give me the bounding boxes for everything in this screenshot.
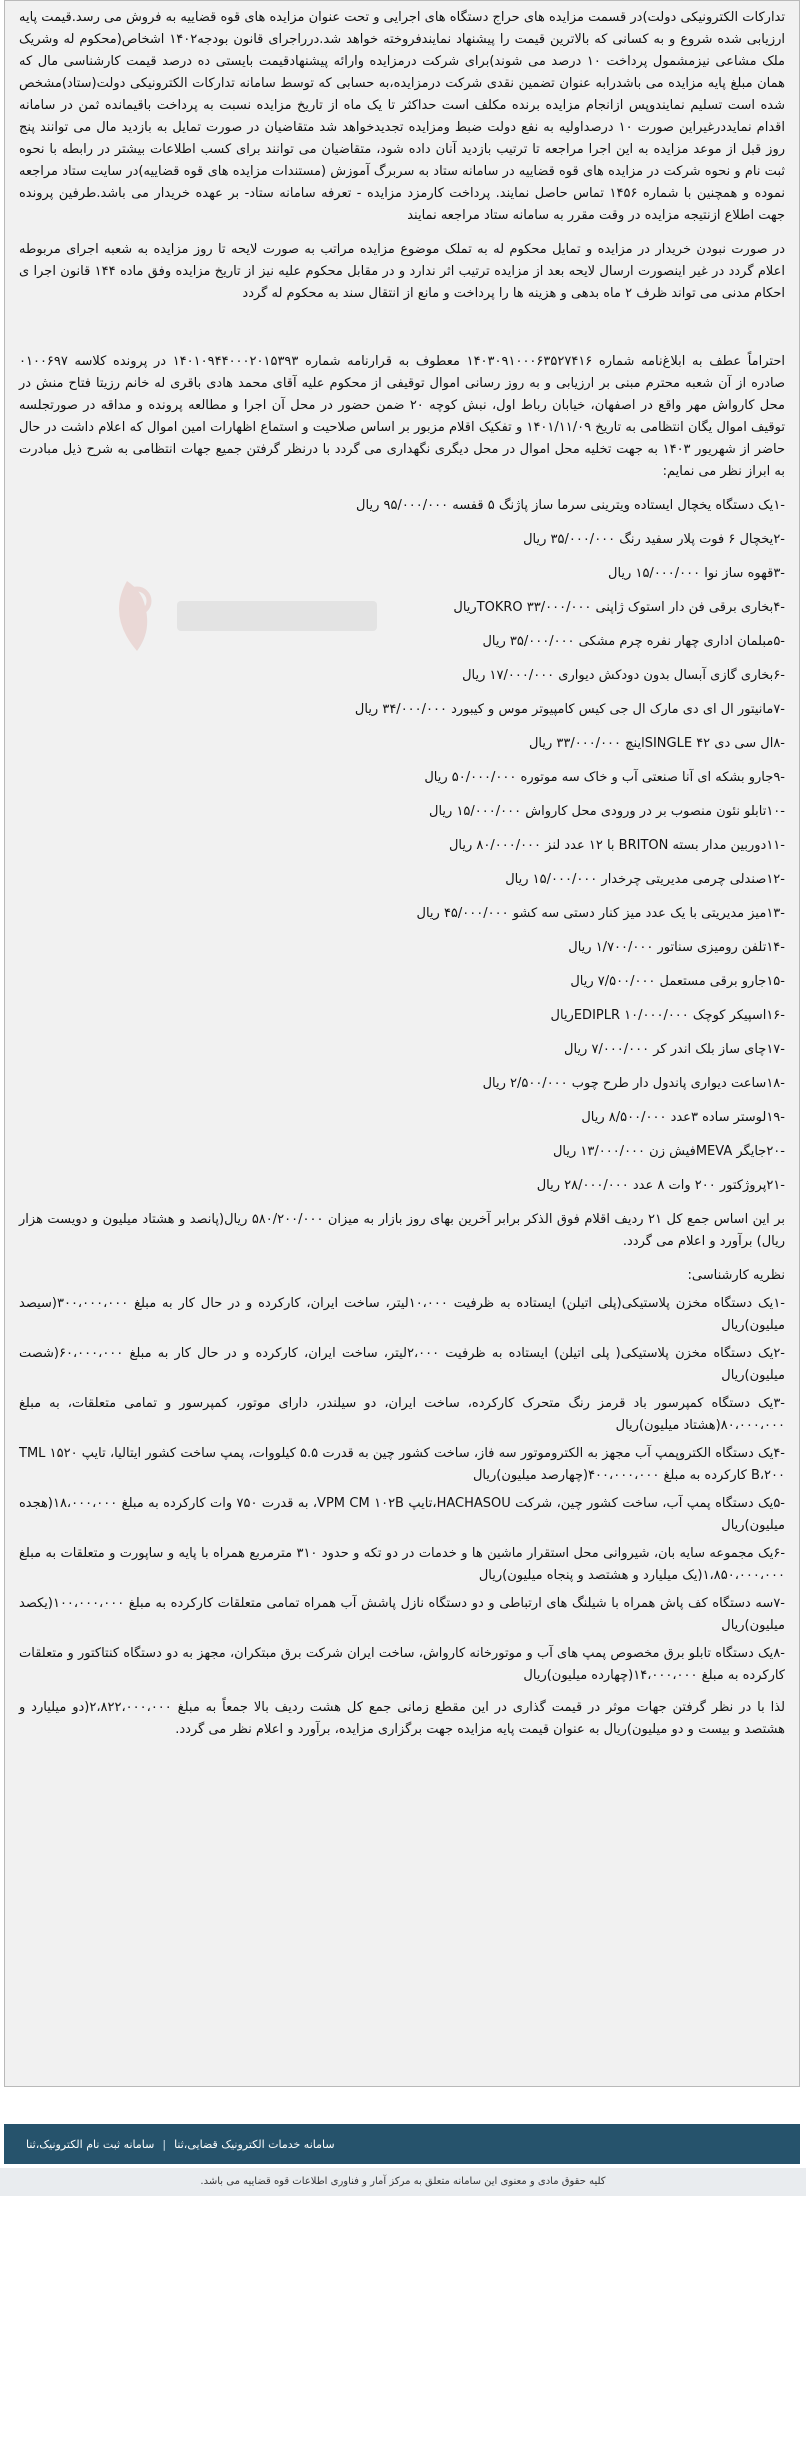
list-item: -۱۵جارو برقی مستعمل ۷/۵۰۰/۰۰۰ ریال bbox=[570, 974, 785, 989]
list-item: -۳قهوه ساز نوا ۱۵/۰۰۰/۰۰۰ ریال bbox=[608, 566, 785, 581]
paragraph-total: بر این اساس جمع کل ۲۱ ردیف اقلام فوق الذکر برابر آخرین بهای روز بازار به میزان ۵۸۰/۲۰۰/۰۰۰ ریال(پانصد و هشتاد میلیون و دویست هزار ریال) برآورد و اعلام می گردد. bbox=[19, 1212, 785, 1249]
seized-items-list bbox=[19, 495, 785, 1197]
notice-sheet bbox=[4, 0, 800, 2087]
list-item: -۲یخچال ۶ فوت پلار سفید رنگ ۳۵/۰۰۰/۰۰۰ ریال bbox=[523, 532, 785, 547]
paragraph-auction-terms: تدارکات الکترونیکی دولت)در قسمت مزایده های حراج دستگاه های اجرایی و تحت عنوان مزایده های قوه قضاییه به فروش می رسد.قیمت پایه ارزیابی شده شروع و به کسانی که بالاترین قیمت را پیشنهاد نمایندفروخته خواهد شد.درراجرای قانون بودجه۱۴۰۲ اشخاص(محکوم له وشریک ملک مشاعی نیزمشمول پرداخت ۱۰ درصد می شوند)برای شرکت درمزایده وارائه پیشنهادقیمت بایستی ده درصد قیمت کارشناسی مال که همان مبلغ پایه مزایده می باشدرابه عنوان تضمین نقدی شرکت درمزایده،به حسابی که توسط سامانه تدارکات الکترونیکی دولت(ستاد)مشخص شده است تسلیم نمایندوپس ازانجام مزایده برنده مکلف است حداکثر تا یک ماه از تاریخ مزایده نسبت به پرداخت باقیمانده ثمن در سامانه اقدام نمایددرغیراین صورت ۱۰ درصداولیه به نفع دولت ضبط ومزایده تجدیدخواهد شد متقاضیان در صورت تمایل به بازدید مال می توانند پنج روز قبل از موعد مزایده به این اجرا مراجعه تا ترتیب بازدید آنان داده شود، متقاضیان می توانند برای کسب اطلاعات بیشتر در رابطه با نحوه ثبت نام و نحوه شرکت در مزایده های قوه قضاییه در سامانه ستاد به سربرگ آموزش (مستندات مزایده های قوه قضاییه)در سایت ستاد مراجعه نموده و همچنین با شماره ۱۴۵۶ تماس حاصل نمایند. پرداخت کارمزد مزایده - تعرفه سامانه ستاد- بر عهده خریدار می باشد.طرفین پرونده جهت اطلاع ازنتیجه مزایده در وقت مقرر به سامانه ستاد مراجعه نمایند bbox=[19, 10, 785, 223]
list-item: -۲۰جایگر MEVAفیش زن ۱۳/۰۰۰/۰۰۰ ریال bbox=[552, 1144, 785, 1159]
spacer bbox=[19, 317, 785, 351]
footer-link-sana-services[interactable]: سامانه خدمات الکترونیک قضایی،ثنا bbox=[174, 2137, 335, 2151]
expert-heading: نظریه کارشناسی: bbox=[687, 1268, 785, 1283]
list-item: -۹جارو بشکه ای آنا صنعتی آب و خاک سه موتوره ۵۰/۰۰۰/۰۰۰ ریال bbox=[424, 770, 785, 785]
list-item: -۴بخاری برقی فن دار استوک ژاپنی TOKRO ۳۳/۰۰۰/۰۰۰ریال bbox=[453, 600, 785, 615]
list-item: -۶بخاری گازی آبسال بدون دودکش دیواری ۱۷/۰۰۰/۰۰۰ ریال bbox=[462, 668, 785, 683]
list-item: -۱یک دستگاه مخزن پلاستیکی(پلی اتیلن) ایستاده به ظرفیت ۱۰،۰۰۰لیتر، ساخت ایران، کارکرده و در حال کار به مبلغ ۳۰۰،۰۰۰،۰۰۰(سیصد میلیون)ریال bbox=[19, 1296, 785, 1333]
list-item: -۷مانیتور ال ای دی مارک ال جی کیس کامپیوتر موس و کیبورد ۳۴/۰۰۰/۰۰۰ ریال bbox=[354, 702, 785, 717]
list-item: -۱۷چای ساز بلک اندر کر ۷/۰۰۰/۰۰۰ ریال bbox=[564, 1042, 785, 1057]
list-item: -۱۲صندلی چرمی مدیریتی چرخدار ۱۵/۰۰۰/۰۰۰ ریال bbox=[505, 872, 785, 887]
list-item: -۱۶اسپیکر کوچک EDIPLR ۱۰/۰۰۰/۰۰۰ریال bbox=[550, 1008, 785, 1023]
list-item: -۱۰تابلو نئون منصوب بر در ورودی محل کارواش ۱۵/۰۰۰/۰۰۰ ریال bbox=[429, 804, 785, 819]
footer-separator: | bbox=[162, 2137, 167, 2151]
list-item: -۱۱دوربین مدار بسته BRITON با ۱۲ عدد لنز ۸۰/۰۰۰/۰۰۰ ریال bbox=[448, 838, 785, 853]
list-item: -۴یک دستگاه الکتروپمپ آب مجهز به الکتروموتور سه فاز، ساخت کشور چین به قدرت ۵.۵ کیلووات، پمپ ساخت کشور ایتالیا، تایپ TML ۱۵۲۰ B،۲۰۰ کارکرده به مبلغ ۴۰۰،۰۰۰،۰۰۰(چهارصد میلیون)ریال bbox=[19, 1446, 785, 1483]
paragraph-intro: احتراماً عطف به ابلاغ‌نامه شماره ۱۴۰۳۰۹۱۰۰۰۶۳۵۲۷۴۱۶ معطوف به قرارنامه شماره ۱۴۰۱۰۹۴۴۰۰۰۲۰۱۵۳۹۳ در پرونده کلاسه ۰۱۰۰۶۹۷ صادره از آن شعبه محترم مبنی بر ارزیابی و به روز رسانی اموال توقیفی از محکوم علیه آقای محمد هادی باقری له خانم رزیتا فتاح منش در محل کارواش مهر واقع در اصفهان، خیابان رباط اول، نبش کوچه ۲۰ ضمن حضور در محل آن اجرا و مطالعه پرونده و مداقه در صورتجلسه توقیف اموال یگان انتظامی به تاریخ ۱۴۰۱/۱۱/۰۹ و تفکیک اقلام مزبور بر اساس صلاحیت و استماع اظهارات امین اموال که اعلام داشت در حال حاضر از شهریور ۱۴۰۳ به جهت تخلیه محل اموال در محل دیگری نگهداری می گردد با درنظر گرفتن جمیع جهات انتظامی به شرح ذیل مبادرت به ابراز نظر می نمایم: bbox=[19, 354, 786, 479]
paragraph-creditor-option: در صورت نبودن خریدار در مزایده و تمایل محکوم له به تملک موضوع مزایده مراتب به صورت لایحه تا روز مزایده به شعبه اجرای مربوطه اعلام گردد در غیر اینصورت ارسال لایحه بعد از مزایده ترتیب اثر ندارد و در مقابل محکوم علیه نیز از تاریخ مزایده وفق ماده ۱۴۴ قانون اجرا ی احکام مدنی می تواند ظرف ۲ ماه بدهی و هزینه ها را پرداخت و مانع از انتقال سند به محکوم له گردد bbox=[19, 242, 786, 301]
list-item: -۶یک مجموعه سایه بان، شیروانی محل استقرار ماشین ها و خدمات در دو تکه و حدود ۳۱۰ مترمربع همراه با پایه و ساپورت و متعلقات به مبلغ ۱،۸۵۰،۰۰۰،۰۰۰(یک میلیارد و هشتصد و پنجاه میلیون)ریال bbox=[19, 1546, 786, 1583]
list-item: -۳یک دستگاه کمپرسور باد قرمز رنگ متحرک کارکرده، ساخت ایران، دو سیلندر، دارای موتور، کمپرسور و تمامی متعلقات، به مبلغ ۸۰،۰۰۰،۰۰۰(هشتاد میلیون)ریال bbox=[19, 1396, 785, 1433]
list-item: -۲۱پروژکتور ۲۰۰ وات ۸ عدد ۲۸/۰۰۰/۰۰۰ ریال bbox=[536, 1178, 785, 1193]
list-item: -۱یک دستگاه یخچال ایستاده ویترینی سرما ساز پاژنگ ۵ قفسه ۹۵/۰۰۰/۰۰۰ ریال bbox=[356, 498, 785, 513]
expert-items-list bbox=[19, 1293, 785, 1687]
list-item: -۱۳میز مدیریتی با یک عدد میز کنار دستی سه کشو ۴۵/۰۰۰/۰۰۰ ریال bbox=[416, 906, 785, 921]
footer-bar bbox=[4, 2124, 800, 2164]
list-item: -۸یک دستگاه تابلو برق مخصوص پمپ های آب و موتورخانه کارواش، ساخت ایران شرکت برق مبتکران، مجهز به دو دستگاه کنتاکتور و متعلقات کارکرده به مبلغ ۱۴،۰۰۰،۰۰۰(چهارده میلیون)ریال bbox=[19, 1646, 785, 1683]
notice-content bbox=[19, 7, 785, 1753]
list-item: -۱۸ساعت دیواری پاندول دار طرح چوب ۲/۵۰۰/۰۰۰ ریال bbox=[482, 1076, 785, 1091]
list-item: -۲یک دستگاه مخزن پلاستیکی( پلی اتیلن) ایستاده به ظرفیت ۲،۰۰۰لیتر، ساخت ایران، کارکرده و در حال کار به مبلغ ۶۰،۰۰۰،۰۰۰(شصت میلیون)ریال bbox=[19, 1346, 785, 1383]
list-item: -۵یک دستگاه پمپ آب، ساخت کشور چین، شرکت HACHASOU،تایپ VPM CM ۱۰۲B، به قدرت ۷۵۰ وات کارکرده به مبلغ ۱۸،۰۰۰،۰۰۰(هجده میلیون)ریال bbox=[19, 1496, 785, 1533]
list-item: -۱۹لوستر ساده ۳عدد ۸/۵۰۰/۰۰۰ ریال bbox=[581, 1110, 785, 1125]
list-item: -۷سه دستگاه کف پاش همراه با شیلنگ های ارتباطی و دو دستگاه نازل پاشش آب همراه تمامی متعلقات کارکرده به مبلغ ۱۰۰،۰۰۰،۰۰۰(یکصد میلیون)ریال bbox=[19, 1596, 785, 1633]
copyright-text: کلیه حقوق مادی و معنوی این سامانه متعلق به مرکز آمار و فناوری اطلاعات قوه قضاییه می باشد. bbox=[0, 2168, 806, 2196]
paragraph-final: لذا با در نظر گرفتن جهات موثر در قیمت گذاری در این مقطع زمانی جمع کل هشت ردیف بالا جمعاً به مبلغ ۲،۸۲۲،۰۰۰،۰۰۰(دو میلیارد و هشتصد و بیست و دو میلیون)ریال به عنوان قیمت پایه مزایده جهت برگزاری مزایده، برآورد و اعلام نظر می گردد. bbox=[19, 1700, 785, 1737]
footer-link-sana-registration[interactable]: سامانه ثبت نام الکترونیک،ثنا bbox=[26, 2137, 155, 2151]
list-item: -۵مبلمان اداری چهار نفره چرم مشکی ۳۵/۰۰۰/۰۰۰ ریال bbox=[482, 634, 785, 649]
list-item: -۱۴تلفن رومیزی سناتور ۱/۷۰۰/۰۰۰ ریال bbox=[568, 940, 785, 955]
list-item: -۸ال سی دی ۴۲ SINGLEاینچ ۳۳/۰۰۰/۰۰۰ ریال bbox=[528, 736, 785, 751]
